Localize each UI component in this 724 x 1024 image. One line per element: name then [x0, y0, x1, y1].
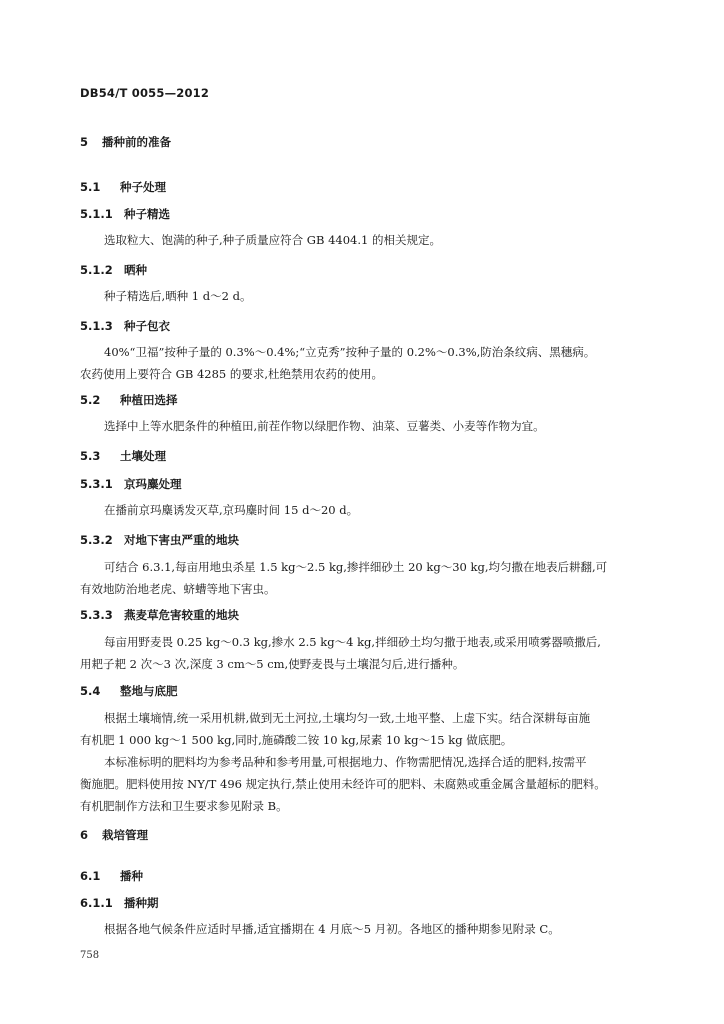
section-number: 6.1: [80, 869, 101, 883]
section-title: 播种前的准备: [102, 135, 171, 149]
section-title: 晒种: [124, 263, 147, 277]
section-number: 5.1.1: [80, 207, 113, 221]
section-heading-5-3-1: [80, 476, 182, 492]
section-title: 燕麦草危害较重的地块: [124, 608, 239, 622]
paragraph-5-2: 选择中上等水肥条件的种植田,前茬作物以绿肥作物、油菜、豆薯类、小麦等作物为宜。: [104, 419, 545, 433]
section-heading-5-1: [80, 179, 166, 195]
section-heading-5-1-1: [80, 206, 170, 222]
section-title: 播种期: [124, 896, 159, 910]
section-heading-5-2: [80, 392, 178, 408]
section-heading-6: [80, 827, 148, 843]
section-number: 5.3.2: [80, 533, 113, 547]
section-number: 5.3.1: [80, 477, 113, 491]
paragraph-5-3-3: 每亩用野麦畏 0.25 kg～0.3 kg,掺水 2.5 kg～4 kg,拌细砂土均匀撒于地表,或采用喷雾器喷撒后, 用耙子耙 2 次～3 次,深度 3 cm～5 cm,使野麦畏与土壤混匀后,进行播种。: [80, 635, 601, 671]
section-title: 京玛麋处理: [124, 477, 182, 491]
section-number: 5.1.3: [80, 319, 113, 333]
standard-code: DB54/T 0055—2012: [80, 86, 210, 100]
section-heading-6-1-1: [80, 895, 159, 911]
section-number: 5.4: [80, 684, 101, 698]
section-heading-5: [80, 134, 171, 150]
paragraph-5-4-b: 本标准标明的肥料均为参考品种和参考用量,可根据地力、作物需肥情况,选择合适的肥料,按需平 衡施肥。肥料使用按 NY/T 496 规定执行,禁止使用未经许可的肥料、未腐熟或重金属含量超标的肥料。 有机肥制作方法和卫生要求参见附录 B。: [80, 755, 606, 813]
section-number: 5.1.2: [80, 263, 113, 277]
section-title: 栽培管理: [102, 828, 148, 842]
section-title: 整地与底肥: [120, 684, 178, 698]
paragraph-5-3-1: 在播前京玛麋诱发灭草,京玛麋时间 15 d～20 d。: [104, 503, 359, 517]
section-heading-5-1-2: [80, 262, 147, 278]
section-number: 5.3: [80, 449, 101, 463]
section-number: 5.3.3: [80, 608, 113, 622]
section-heading-5-3: [80, 448, 166, 464]
section-title: 对地下害虫严重的地块: [124, 533, 239, 547]
paragraph-5-1-1: 选取粒大、饱满的种子,种子质量应符合 GB 4404.1 的相关规定。: [104, 233, 441, 247]
page-number: 758: [80, 950, 100, 961]
section-title: 种植田选择: [120, 393, 178, 407]
section-title: 种子精选: [124, 207, 170, 221]
paragraph-6-1-1: 根据各地气候条件应适时早播,适宜播期在 4 月底～5 月初。各地区的播种期参见附录 C。: [104, 922, 560, 936]
section-heading-5-3-3: [80, 607, 239, 623]
section-number: 5: [80, 135, 89, 149]
section-number: 6.1.1: [80, 896, 113, 910]
section-title: 种子处理: [120, 180, 166, 194]
paragraph-5-3-2: 可结合 6.3.1,每亩用地虫杀星 1.5 kg～2.5 kg,掺拌细砂土 20 kg～30 kg,均匀撒在地表后耕翻,可 有效地防治地老虎、蛴螬等地下害虫。: [80, 560, 608, 596]
section-heading-6-1: [80, 868, 143, 884]
section-number: 5.2: [80, 393, 101, 407]
section-number: 5.1: [80, 180, 101, 194]
paragraph-5-4-a: 根据土壤墒情,统一采用机耕,做到无土河拉,土壤均匀一致,土地平整、上虚下实。结合深耕每亩施 有机肥 1 000 kg～1 500 kg,同时,施磷酸二铵 10 kg,尿素 10 kg～15 kg 做底肥。: [80, 711, 591, 747]
section-heading-5-1-3: [80, 318, 170, 334]
section-heading-5-3-2: [80, 532, 239, 548]
section-heading-5-4: [80, 683, 178, 699]
section-title: 土壤处理: [120, 449, 166, 463]
paragraph-5-1-3: 40%“卫福”按种子量的 0.3%～0.4%;“立克秀”按种子量的 0.2%～0.3%,防治条纹病、黑穗病。 农药使用上要符合 GB 4285 的要求,杜绝禁用农药的使用。: [80, 345, 596, 381]
section-title: 种子包衣: [124, 319, 170, 333]
paragraph-5-1-2: 种子精选后,晒种 1 d～2 d。: [104, 289, 252, 303]
section-title: 播种: [120, 869, 143, 883]
section-number: 6: [80, 828, 89, 842]
